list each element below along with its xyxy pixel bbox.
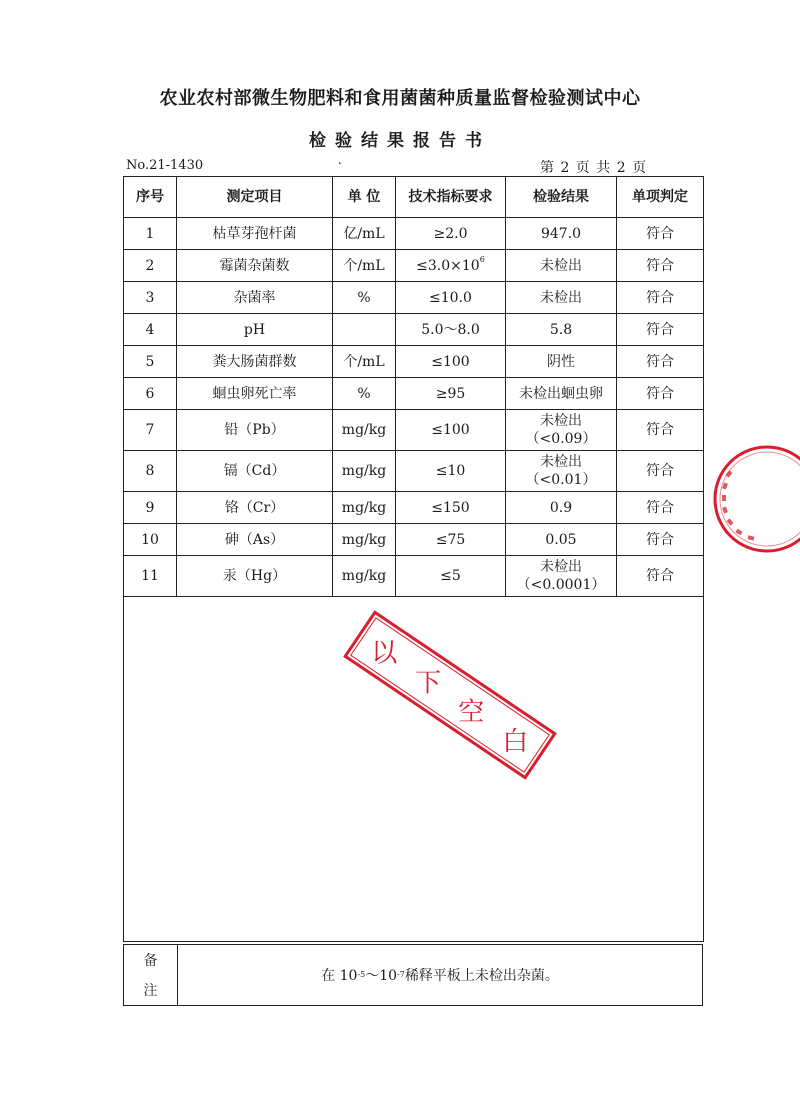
row-judgement: 符合 <box>617 218 704 250</box>
row-judgement: 符合 <box>617 556 704 597</box>
seal-inner-ring <box>720 452 800 546</box>
row-no: 11 <box>124 556 177 597</box>
row-requirement: ≤75 <box>396 524 506 556</box>
header-result: 检验结果 <box>506 177 617 218</box>
row-item: 砷（As） <box>177 524 333 556</box>
row-result: 947.0 <box>506 218 617 250</box>
row-no: 4 <box>124 314 177 346</box>
row-unit <box>333 314 396 346</box>
row-result: 未检出蛔虫卵 <box>506 378 617 410</box>
row-judgement: 符合 <box>617 524 704 556</box>
row-judgement: 符合 <box>617 250 704 282</box>
row-requirement: ≤10 <box>396 451 506 492</box>
row-unit: 亿/mL <box>333 218 396 250</box>
notes-label-bottom: 注 <box>143 983 158 999</box>
row-judgement: 符合 <box>617 282 704 314</box>
table-header-row <box>124 177 704 218</box>
notes-text-part: ～10 <box>365 968 398 984</box>
row-no: 5 <box>124 346 177 378</box>
notes-text-part: 在 10 <box>321 968 358 984</box>
table-row <box>124 282 704 314</box>
row-result <box>506 451 617 492</box>
table-row <box>124 556 704 597</box>
row-no: 6 <box>124 378 177 410</box>
row-judgement: 符合 <box>617 410 704 451</box>
row-unit: mg/kg <box>333 556 396 597</box>
row-result: 0.05 <box>506 524 617 556</box>
page-info: 第 2 页 共 2 页 <box>540 160 647 176</box>
row-unit: mg/kg <box>333 451 396 492</box>
report-number: No.21-1430 <box>126 158 204 173</box>
header-requirement: 技术指标要求 <box>396 177 506 218</box>
row-result: 未检出 <box>506 282 617 314</box>
row-requirement <box>396 250 506 282</box>
header-unit: 单 位 <box>333 177 396 218</box>
row-requirement: ≥95 <box>396 378 506 410</box>
stray-mark: ˛ <box>337 151 343 165</box>
stamp-char: 下 <box>415 667 442 698</box>
org-title: 农业农村部微生物肥料和食用菌菌种质量监督检验测试中心 <box>159 88 641 109</box>
row-judgement: 符合 <box>617 451 704 492</box>
table-row <box>124 378 704 410</box>
row-unit: 个/mL <box>333 346 396 378</box>
table-row <box>124 410 704 451</box>
row-judgement: 符合 <box>617 378 704 410</box>
table-row <box>124 524 704 556</box>
notes-label <box>124 945 178 1005</box>
stamp-char: 空 <box>458 697 485 728</box>
result-detail: （<0.09） <box>525 431 597 447</box>
row-unit: % <box>333 282 396 314</box>
row-item: 镉（Cd） <box>177 451 333 492</box>
row-result <box>506 556 617 597</box>
row-requirement: ≤150 <box>396 492 506 524</box>
row-requirement: ≥2.0 <box>396 218 506 250</box>
header-no: 序号 <box>124 177 177 218</box>
row-judgement: 符合 <box>617 346 704 378</box>
requirement-text: ≤3.0×10 <box>416 257 480 274</box>
result-line: 未检出 <box>540 559 582 575</box>
row-unit: mg/kg <box>333 524 396 556</box>
row-item: 蛔虫卵死亡率 <box>177 378 333 410</box>
row-unit: mg/kg <box>333 492 396 524</box>
row-item: 汞（Hg） <box>177 556 333 597</box>
notes-text: 在 10 -5 ～10 -7 稀释平板上未检出杂菌。 <box>178 945 702 1005</box>
row-no: 8 <box>124 451 177 492</box>
row-item: pH <box>177 314 333 346</box>
row-unit: mg/kg <box>333 410 396 451</box>
table-row <box>124 492 704 524</box>
table-row <box>124 250 704 282</box>
table-row <box>124 451 704 492</box>
row-no: 10 <box>124 524 177 556</box>
row-result: 0.9 <box>506 492 617 524</box>
row-unit: 个/mL <box>333 250 396 282</box>
row-no: 1 <box>124 218 177 250</box>
row-item: 枯草芽孢杆菌 <box>177 218 333 250</box>
official-seal <box>712 444 800 554</box>
table-row <box>124 314 704 346</box>
row-no: 3 <box>124 282 177 314</box>
row-result: 未检出 <box>506 250 617 282</box>
seal-ring <box>715 447 800 551</box>
row-unit: % <box>333 378 396 410</box>
notes-text-part: 稀释平板上未检出杂菌。 <box>404 968 559 984</box>
header-item: 测定项目 <box>177 177 333 218</box>
stamp-char: 白 <box>502 726 529 757</box>
row-requirement: ≤100 <box>396 346 506 378</box>
results-table <box>123 176 704 942</box>
row-result: 阴性 <box>506 346 617 378</box>
row-item: 铅（Pb） <box>177 410 333 451</box>
row-item: 杂菌率 <box>177 282 333 314</box>
row-item: 铬（Cr） <box>177 492 333 524</box>
table-row <box>124 218 704 250</box>
result-detail: （<0.0001） <box>516 577 606 593</box>
row-result <box>506 410 617 451</box>
result-line: 未检出 <box>540 454 582 470</box>
row-no: 7 <box>124 410 177 451</box>
row-item: 霉菌杂菌数 <box>177 250 333 282</box>
notes-section <box>123 944 703 1006</box>
doc-title: 检验结果报告书 <box>309 131 491 151</box>
notes-label-top: 备 <box>143 953 158 969</box>
row-requirement: ≤5 <box>396 556 506 597</box>
row-result: 5.8 <box>506 314 617 346</box>
table-row <box>124 346 704 378</box>
row-requirement: ≤100 <box>396 410 506 451</box>
result-line: 未检出 <box>540 413 582 429</box>
row-judgement: 符合 <box>617 314 704 346</box>
row-requirement: ≤10.0 <box>396 282 506 314</box>
result-detail: （<0.01） <box>525 472 597 488</box>
row-item: 粪大肠菌群数 <box>177 346 333 378</box>
row-judgement: 符合 <box>617 492 704 524</box>
row-requirement: 5.0～8.0 <box>396 314 506 346</box>
row-no: 9 <box>124 492 177 524</box>
stamp-char: 以 <box>371 638 398 669</box>
requirement-exponent: 6 <box>479 254 485 264</box>
header-judgement: 单项判定 <box>617 177 704 218</box>
row-no: 2 <box>124 250 177 282</box>
